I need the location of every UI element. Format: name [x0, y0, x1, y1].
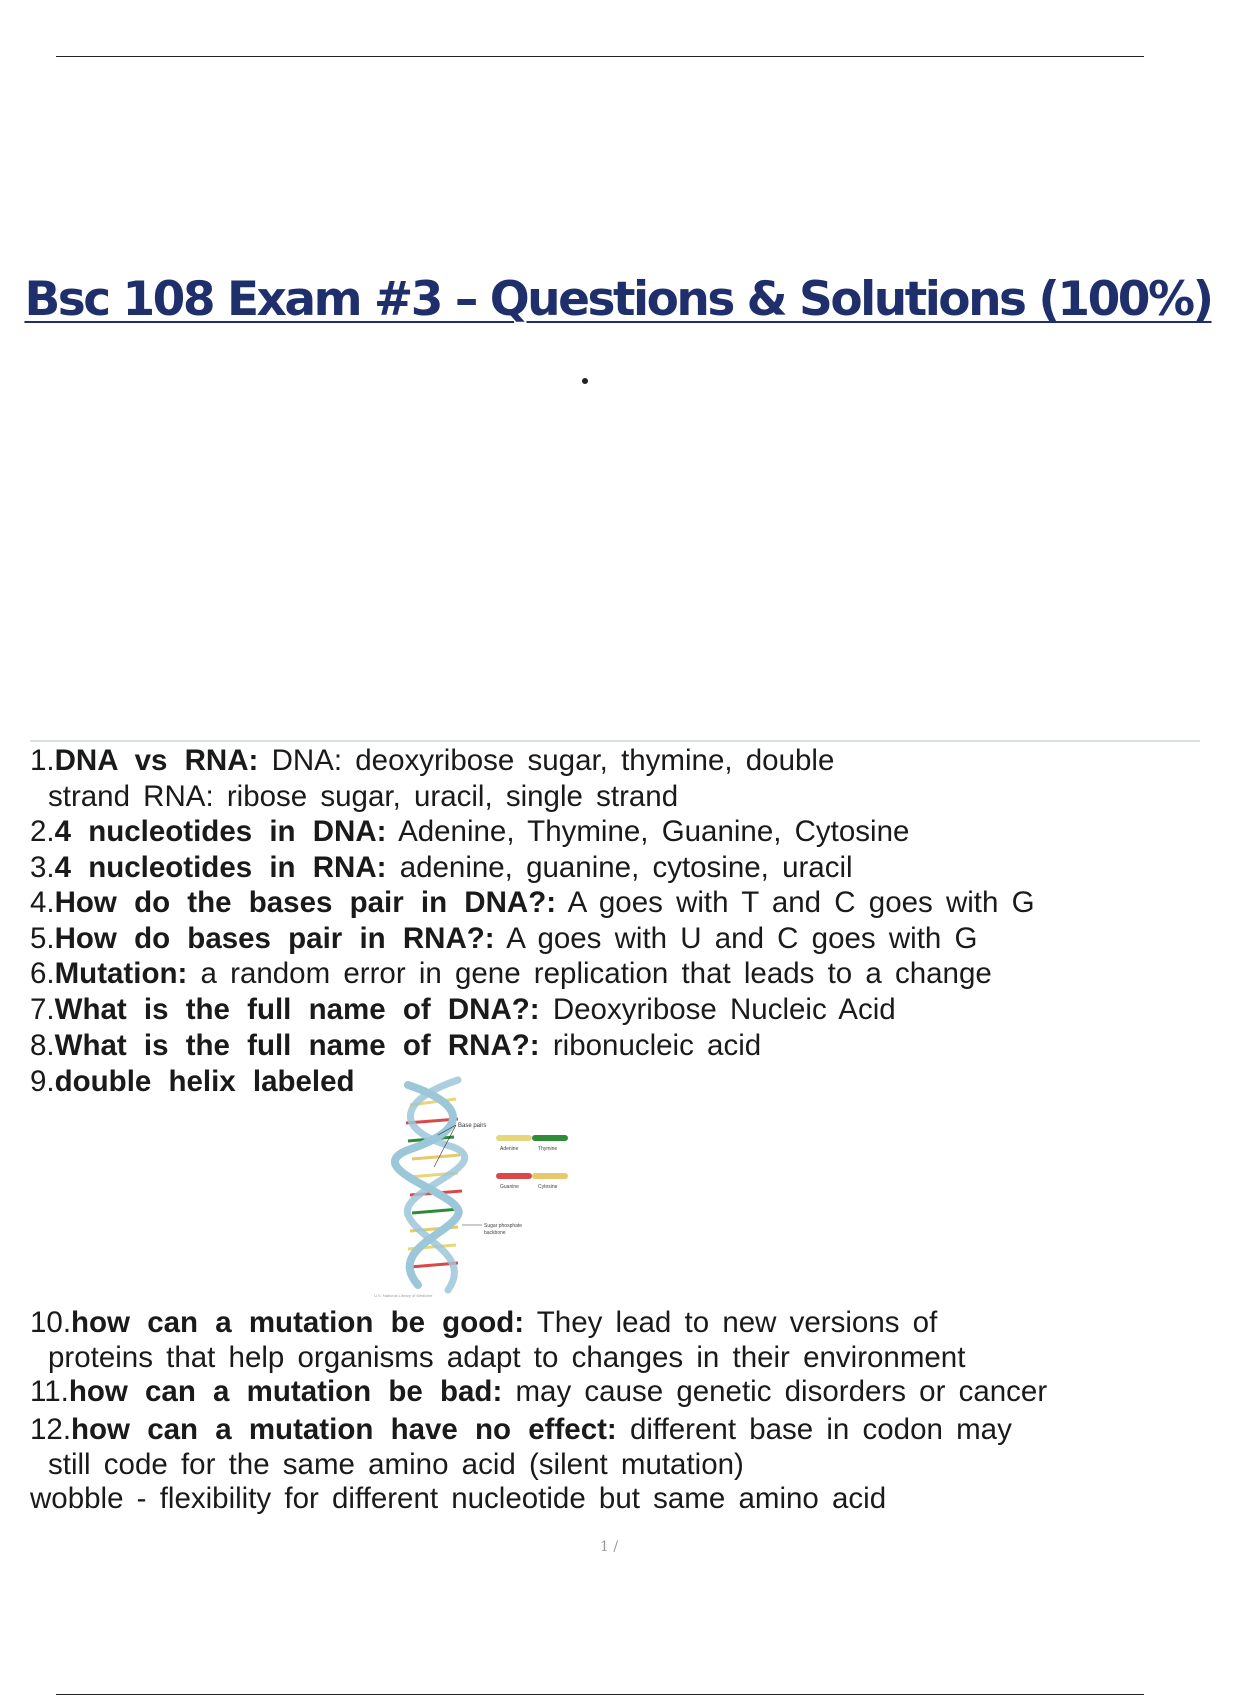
- document-title: Bsc 108 Exam #3 – Questions & Solutions (100%): [24, 272, 1212, 327]
- label-adenine: Adenine: [500, 1146, 519, 1152]
- item-question: DNA vs RNA:: [54, 744, 259, 777]
- trailing-note: wobble - flexibility for different nucleotide but same amino acid: [30, 1482, 887, 1515]
- item-number: 2.: [30, 815, 55, 848]
- page-number: 1 /: [600, 1539, 619, 1555]
- item-number: 7.: [30, 993, 55, 1026]
- list-item: [30, 1412, 1200, 1447]
- rung: [412, 1155, 460, 1159]
- item-continuation: proteins that help organisms adapt to changes in their environment: [48, 1341, 966, 1374]
- item-answer: ribonucleic acid: [552, 1029, 762, 1062]
- item-answer: They lead to new versions of: [536, 1306, 938, 1339]
- list-item: [30, 743, 1200, 778]
- section-separator: [30, 740, 1200, 742]
- list-item: [30, 1374, 1200, 1409]
- item-question: Mutation:: [54, 957, 188, 990]
- item-number: 6.: [30, 957, 55, 990]
- item-question: How do the bases pair in DNA?:: [54, 886, 557, 919]
- item-question: What is the full name of DNA?:: [54, 993, 540, 1026]
- label-backbone: Sugar phosphate: [484, 1223, 523, 1229]
- item-question: 4 nucleotides in RNA:: [54, 851, 387, 884]
- item-number: 12.: [30, 1413, 72, 1446]
- item-question: how can a mutation be bad:: [68, 1375, 503, 1408]
- item-question: how can a mutation be good:: [71, 1306, 525, 1339]
- item-question: double helix labeled: [54, 1065, 355, 1098]
- legend-bar-thymine: [532, 1135, 568, 1141]
- item-answer: may cause genetic disorders or cancer: [515, 1375, 1048, 1408]
- item-answer: adenine, guanine, cytosine, uracil: [399, 851, 853, 884]
- item-question: how can a mutation have no effect:: [71, 1413, 617, 1446]
- item-continuation: strand RNA: ribose sugar, uracil, single strand: [48, 780, 679, 813]
- label-base-pairs: Base pairs: [458, 1123, 487, 1129]
- bullet-dot: [582, 378, 588, 384]
- item-answer: DNA: deoxyribose sugar, thymine, double: [271, 744, 835, 777]
- rung: [412, 1209, 460, 1213]
- list-item: [30, 814, 1200, 849]
- label-guanine: Guanine: [500, 1184, 519, 1190]
- item-answer: different base in codon may: [629, 1413, 1012, 1446]
- item-number: 10.: [30, 1306, 72, 1339]
- legend-bar-adenine: [496, 1135, 532, 1141]
- item-number: 5.: [30, 922, 55, 955]
- legend-bar-cytosine: [532, 1173, 568, 1179]
- legend-bar-guanine: [496, 1173, 532, 1179]
- item-question: 4 nucleotides in DNA:: [54, 815, 387, 848]
- item-number: 1.: [30, 744, 55, 777]
- list-item: [30, 956, 1200, 991]
- label-thymine: Thymine: [538, 1146, 558, 1152]
- list-item: [30, 921, 1200, 956]
- bottom-rule: [56, 1694, 1144, 1695]
- item-answer: A goes with T and C goes with G: [567, 886, 1035, 919]
- item-answer: a random error in gene replication that leads to a change: [200, 957, 992, 990]
- list-item: [30, 885, 1200, 920]
- dna-double-helix-figure: [374, 1075, 618, 1300]
- item-question: How do bases pair in RNA?:: [54, 922, 495, 955]
- list-item: [30, 1028, 1200, 1063]
- item-number: 8.: [30, 1029, 55, 1062]
- item-number: 4.: [30, 886, 55, 919]
- item-continuation: still code for the same amino acid (silent mutation): [48, 1448, 744, 1481]
- item-number: 3.: [30, 851, 55, 884]
- item-answer: Adenine, Thymine, Guanine, Cytosine: [398, 815, 910, 848]
- label-cytosine: Cytosine: [538, 1184, 558, 1190]
- item-number: 11.: [30, 1375, 69, 1408]
- item-number: 9.: [30, 1065, 55, 1098]
- item-question: What is the full name of RNA?:: [54, 1029, 540, 1062]
- figure-credit: U.S. National Library of Medicine: [374, 1293, 433, 1298]
- list-item: [30, 1305, 1200, 1340]
- label-backbone-2: backbone: [484, 1230, 506, 1236]
- list-item: [30, 850, 1200, 885]
- list-item: [30, 992, 1200, 1027]
- item-answer: A goes with U and C goes with G: [506, 922, 978, 955]
- top-rule: [56, 56, 1144, 57]
- item-answer: Deoxyribose Nucleic Acid: [552, 993, 896, 1026]
